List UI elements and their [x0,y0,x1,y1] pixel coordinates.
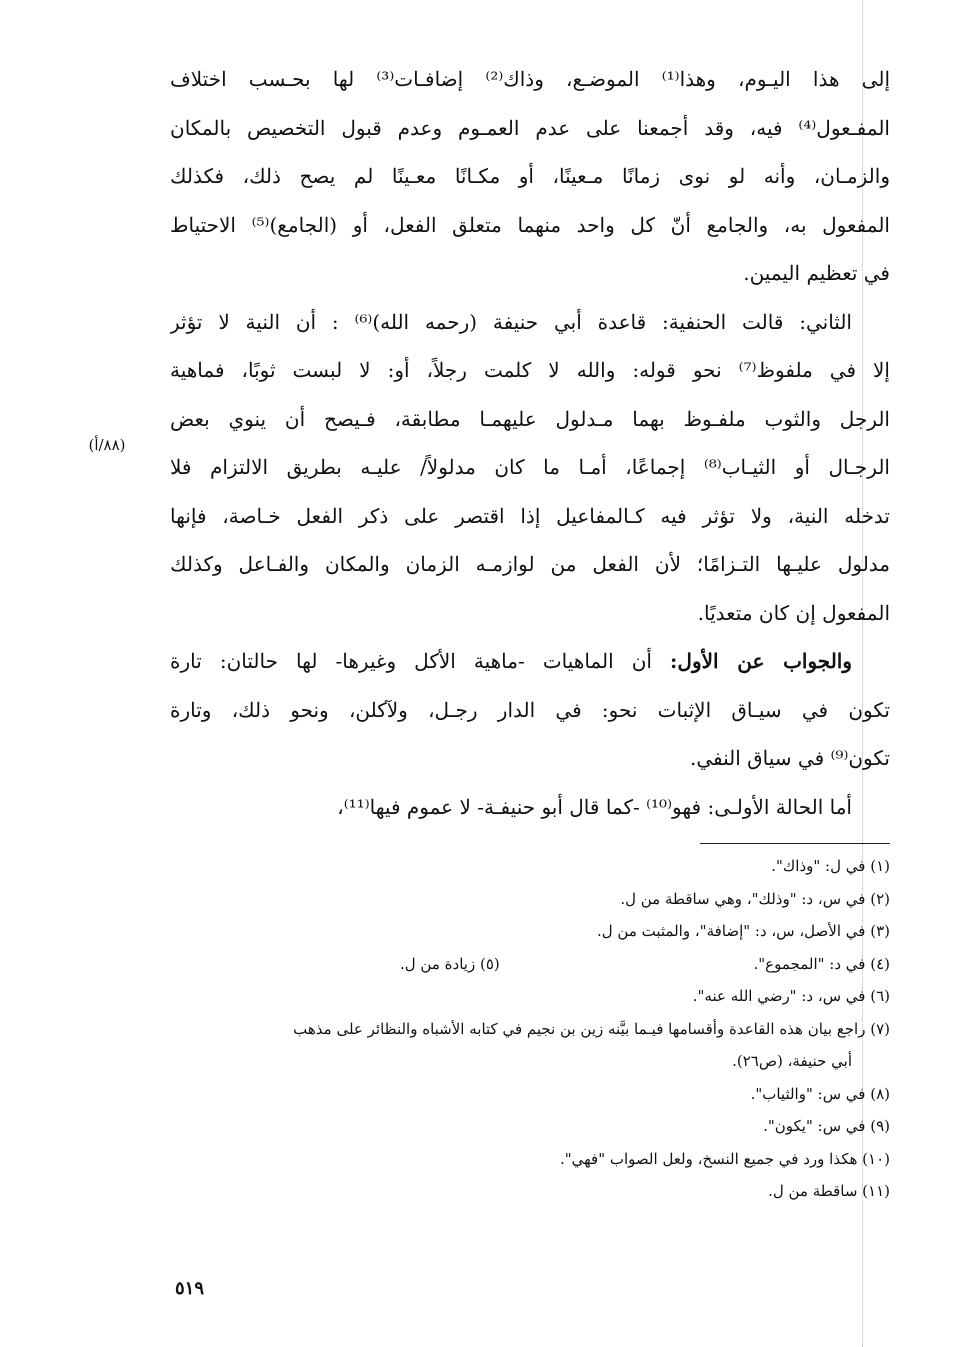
answer-lead: والجواب عن الأول: [670,649,853,673]
paragraph-1 [170,55,890,298]
footnote: (٣) في الأصل، س، د: "إضافة"، والمثبت من ل. [596,922,890,940]
text-line: في تعظيم اليمين. [743,261,890,285]
main-text [170,55,890,831]
text-line: تدخله النية، ولا تؤثر فيه كـالمفاعيل إذا اقتصر على ذكر الفعل خـاصة، فإنها [170,503,890,528]
paragraph-3 [170,637,890,783]
folio-margin-note: (٨٨/أ) [88,436,126,454]
text-line: الثاني: قالت الحنفية: قاعدة أبي حنيفة (رحمه الله)⁽⁶⁾ : أن النية لا تؤثر [170,309,852,334]
text-line: المفعول إن كان متعديًا. [697,600,890,625]
paragraph-2 [170,298,890,638]
footnote: (٩) في س: "يكون". [763,1117,890,1135]
text-line: إلا في ملفوظ⁽⁷⁾ نحو قوله: والله لا كلمت رجلاً، أو: لا لبست ثوبًا، فماهية [170,358,890,382]
text-line-rest: أن الماهيات -ماهية الأكل وغيرها- لها حالتان: تارة [170,649,652,673]
footnote: (٦) في س، د: "رضي الله عنه". [692,987,890,1005]
paragraph-4 [170,783,890,832]
footnote-continuation: أبي حنيفة، (ص٢٦). [732,1052,852,1070]
text-line: مدلول عليـها التـزامًا؛ لأن الفعل من لوازمـه الزمان والمكان والفـاعل وكذلك [170,552,890,576]
text-line: أما الحالة الأولـى: فهو⁽¹⁰⁾ -كما قال أبو حنيفـة- لا عموم فيها⁽¹¹⁾، [337,794,852,819]
footnote: (١) في ل: "وذاك". [771,857,890,875]
text-line: تكون⁽⁹⁾ في سياق النفي. [689,746,890,770]
text-line: المفعول به، والجامع أنّ كل واحد منهما متعلق الفعل، أو (الجامع)⁽⁵⁾ الاحتياط [170,212,890,237]
footnote: (١٠) هكذا ورد في جميع النسخ، ولعل الصواب "فهي". [559,1149,890,1168]
text-line: الرجل والثوب ملفـوظ بهما مـدلول عليهمـا مطابقة، فـيصح أن ينوي بعض [170,406,890,431]
footnotes [160,850,890,1208]
footnote-row [160,948,890,981]
text-line [170,637,890,686]
footnote: (٤) في د: "المجموع". [753,954,890,973]
footnote: (٧) راجع بيان هذه القاعدة وأقسامها فيـما بيَّنه زين بن نجيم في كتابه الأشباه والنظائر على مذهب [293,1019,890,1038]
footnote: (١١) ساقطة من ل. [768,1182,890,1200]
page-number: ٥١٩ [175,1278,205,1299]
footnote: (٨) في س: "والثياب". [750,1084,890,1103]
text-line: إلى هذا اليـوم، وهذا⁽¹⁾ الموضـع، وذاك⁽²⁾ إضافـات⁽³⁾ لها بحـسب اختلاف [170,67,890,91]
text-line: والزمـان، وأنه لو نوى زمانًا مـعينًا، أو مكـانًا معـينًا لم يصح ذلك، فكذلك [170,164,890,188]
footnote-separator [700,843,890,844]
footnote: (٥) زيادة من ل. [400,954,500,973]
footnote: (٢) في س، د: "وذلك"، وهي ساقطة من ل. [620,889,890,908]
text-line: تكون في سيـاق الإثبات نحو: في الدار رجـل، ولآكلن، ونحو ذلك، وتارة [170,697,890,722]
text-line: المفـعول⁽⁴⁾ فيه، وقد أجمعنا على عدم العمـوم وعدم قبول التخصيص بالمكان [170,115,890,140]
text-line: الرجـال أو الثيـاب⁽⁸⁾ إجماعًا، أمـا ما كان مدلولاً/ عليـه بطريق الالتزام فلا [170,455,890,479]
